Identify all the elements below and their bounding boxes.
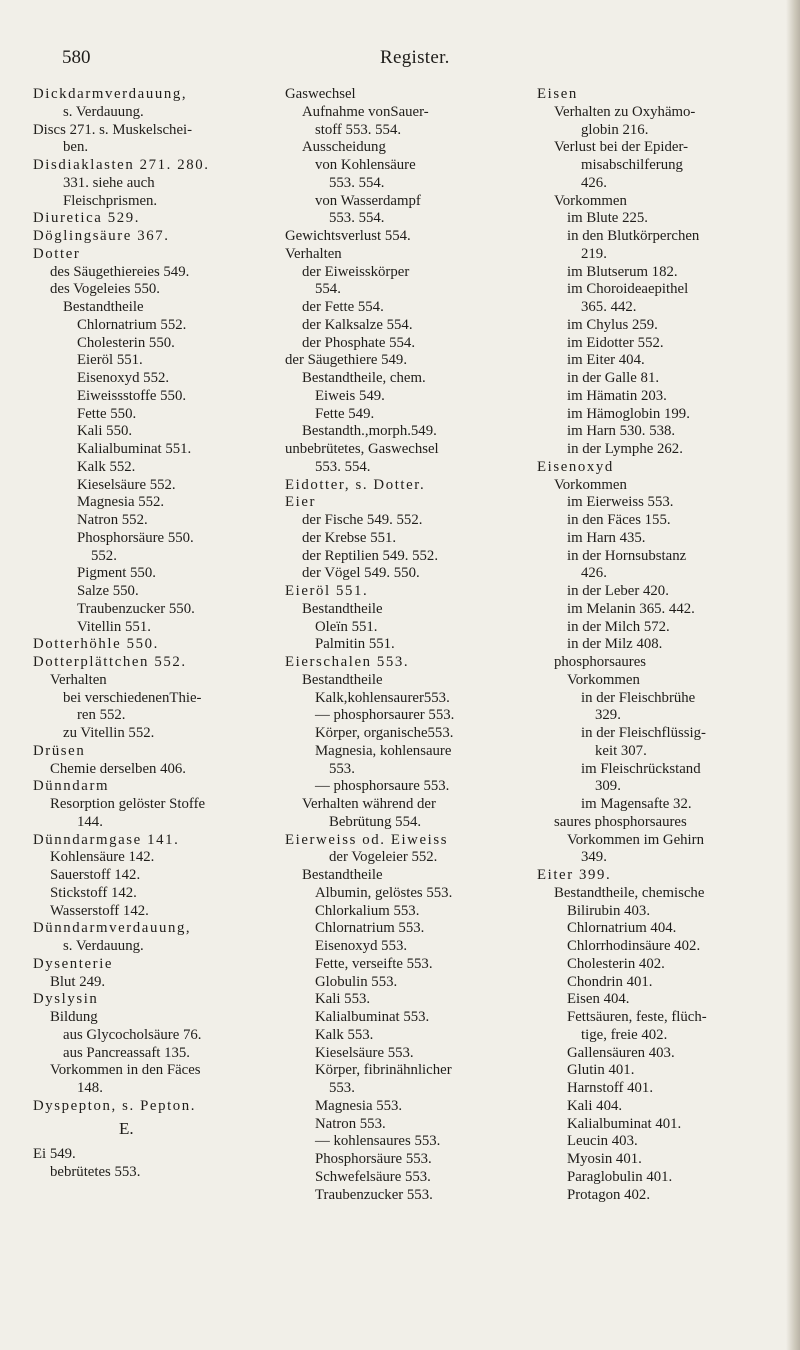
index-subentry: der Kalksalze 554. xyxy=(302,316,413,333)
index-subentry: Kali 550. xyxy=(77,423,133,440)
index-subentry: der Eiweisskörper xyxy=(302,263,410,280)
index-headword: Eiter 399. xyxy=(537,867,612,883)
index-headword: Disdiaklasten 271. 280. xyxy=(33,157,210,173)
index-subentry: Chondrin 401. xyxy=(567,973,653,990)
index-subentry: Natron 552. xyxy=(77,512,148,528)
index-subentry: Vorkommen xyxy=(567,671,640,688)
index-subentry: phosphorsaures xyxy=(554,654,647,670)
index-subentry: im Blute 225. xyxy=(567,210,648,227)
index-subentry: Vitellin 551. xyxy=(77,618,151,635)
index-subentry: Kalk 552. xyxy=(77,458,136,475)
index-subentry: Wasserstoff 142. xyxy=(50,902,149,919)
index-subentry: in den Blutkörperchen xyxy=(567,228,700,244)
index-subentry: 331. siehe auch xyxy=(63,174,155,191)
index-headword: Dyslysin xyxy=(33,991,99,1008)
index-subentry: der Krebse 551. xyxy=(302,529,397,546)
running-head: Register. xyxy=(380,47,450,68)
index-subentry: Bestandth.,morph.549. xyxy=(302,423,437,440)
index-headword: Dünndarmverdauung, xyxy=(33,920,192,937)
index-subentry: 553. 554. xyxy=(329,174,385,191)
index-subentry: Fette 549. xyxy=(315,405,375,422)
index-headword: Eier xyxy=(285,494,317,511)
index-subentry: des Vogeleies 550. xyxy=(50,281,161,298)
index-subentry: 349. xyxy=(581,849,607,866)
index-headword: Döglingsäure 367. xyxy=(33,228,170,244)
index-subentry: im Choroideaepithel xyxy=(567,281,689,298)
index-subentry: Pigment 550. xyxy=(77,565,156,582)
index-subentry: im Hämatin 203. xyxy=(567,387,667,404)
index-subentry: Cholesterin 550. xyxy=(77,334,175,351)
index-headword: Eierweiss od. Eiweiss xyxy=(285,831,449,848)
index-subentry: aus Glycocholsäure 76. xyxy=(63,1026,202,1043)
index-headword: Gaswechsel xyxy=(285,86,356,102)
index-subentry: Bestandtheile, chem. xyxy=(302,370,426,386)
index-headword: Dickdarmverdauung, xyxy=(33,86,188,102)
index-subentry: aus Pancreassaft 135. xyxy=(63,1044,190,1061)
page-number: 580 xyxy=(62,47,91,68)
index-headword: Eidotter, s. Dotter. xyxy=(285,476,426,493)
index-subentry: Eisenoxyd 553. xyxy=(315,938,408,954)
index-headword: Gewichtsverlust 554. xyxy=(285,228,411,244)
index-subentry: der Vogeleier 552. xyxy=(329,849,438,866)
index-subentry: 365. 442. xyxy=(581,299,637,315)
index-subentry: Myosin 401. xyxy=(567,1151,642,1167)
index-subentry: Kalk 553. xyxy=(315,1026,374,1043)
index-subentry: Fettsäuren, feste, flüch- xyxy=(567,1009,707,1025)
index-subentry: Fette, verseifte 553. xyxy=(315,955,433,972)
index-subentry: Eisen 404. xyxy=(567,991,630,1008)
index-headword: Dyspepton, s. Pepton. xyxy=(33,1097,197,1114)
index-subentry: keit 307. xyxy=(595,742,647,759)
index-subentry: Protagon 402. xyxy=(567,1186,651,1203)
index-headword: Dünndarmgase 141. xyxy=(33,831,180,848)
index-headword: Drüsen xyxy=(33,742,86,759)
index-subentry: Chemie derselben 406. xyxy=(50,760,187,777)
index-subentry: in der Milch 572. xyxy=(567,618,670,635)
index-subentry: — phosphorsaurer 553. xyxy=(315,707,455,724)
index-subentry: ren 552. xyxy=(77,707,126,724)
index-subentry: Traubenzucker 550. xyxy=(77,600,195,617)
index-subentry: in den Fäces 155. xyxy=(567,512,671,528)
index-subentry: im Hämoglobin 199. xyxy=(567,405,690,422)
index-subentry: in der Leber 420. xyxy=(567,583,669,599)
index-subentry: — phosphorsaure 553. xyxy=(315,778,450,795)
index-subentry: Verlust bei der Epider- xyxy=(554,139,689,156)
index-subentry: im Blutserum 182. xyxy=(567,263,678,280)
index-subentry: Palmitin 551. xyxy=(315,636,395,653)
index-headword: Discs 271. s. Muskelschei- xyxy=(33,121,193,138)
index-subentry: der Vögel 549. 550. xyxy=(302,565,420,582)
index-subentry: des Säugethiereies 549. xyxy=(50,263,190,280)
index-subentry: 554. xyxy=(315,281,341,298)
index-subentry: Fleischprismen. xyxy=(63,192,158,209)
index-subentry: Ausscheidung xyxy=(302,139,386,156)
index-subentry: in der Milz 408. xyxy=(567,636,663,653)
index-subentry: Traubenzucker 553. xyxy=(315,1186,433,1203)
index-subentry: Bilirubin 403. xyxy=(567,902,651,919)
index-subentry: ben. xyxy=(63,139,89,156)
index-subentry: 148. xyxy=(77,1080,103,1096)
index-subentry: im Eidotter 552. xyxy=(567,334,664,351)
index-subentry: bei verschiedenenThie- xyxy=(63,689,202,706)
index-subentry: im Harn 435. xyxy=(567,529,646,546)
index-subentry: misabschilferung xyxy=(581,157,683,173)
index-column-2 xyxy=(285,86,533,1204)
index-subentry: von Wasserdampf xyxy=(315,192,421,209)
index-subentry: im Eiter 404. xyxy=(567,352,645,369)
index-subentry: Kieselsäure 553. xyxy=(315,1044,414,1061)
index-headword: Ei 549. xyxy=(33,1146,76,1163)
index-subentry: Natron 553. xyxy=(315,1115,386,1132)
index-subentry: globin 216. xyxy=(581,121,649,138)
index-subentry: Bebrütung 554. xyxy=(329,813,422,830)
index-subentry: Globulin 553. xyxy=(315,973,398,990)
index-subentry: Kalialbuminat 551. xyxy=(77,441,192,457)
index-subentry: Eisenoxyd 552. xyxy=(77,370,170,386)
index-subentry: Bestandtheile xyxy=(302,867,383,883)
index-subentry: Oleïn 551. xyxy=(315,618,378,635)
index-headword: Verhalten xyxy=(285,245,342,262)
index-headword: Dotterhöhle 550. xyxy=(33,636,159,653)
index-subentry: 309. xyxy=(595,778,621,795)
index-subentry: saures phosphorsaures xyxy=(554,813,687,830)
index-subentry: tige, freie 402. xyxy=(581,1026,668,1043)
index-subentry: stoff 553. 554. xyxy=(315,121,402,138)
index-subentry: Schwefelsäure 553. xyxy=(315,1168,431,1185)
index-subentry: in der Galle 81. xyxy=(567,370,660,386)
index-subentry: im Eierweiss 553. xyxy=(567,494,674,511)
index-subentry: der Phosphate 554. xyxy=(302,334,416,351)
index-subentry: s. Verdauung. xyxy=(63,938,144,954)
index-subentry: 553. 554. xyxy=(329,210,385,227)
index-subentry: Albumin, gelöstes 553. xyxy=(315,884,453,901)
index-subentry: 426. xyxy=(581,565,607,582)
index-subentry: Vorkommen xyxy=(554,192,627,209)
index-headword: Eisen xyxy=(537,86,578,102)
index-headword: Dysenterie xyxy=(33,955,114,972)
index-subentry: s. Verdauung. xyxy=(63,103,144,120)
index-subentry: Eieröl 551. xyxy=(77,352,143,369)
index-headword: Dotter xyxy=(33,245,81,262)
index-subentry: Kalialbuminat 401. xyxy=(567,1115,682,1132)
index-subentry: in der Hornsubstanz xyxy=(567,547,687,564)
index-subentry: Eiweissstoffe 550. xyxy=(77,387,187,404)
index-subentry: Eiweis 549. xyxy=(315,387,385,404)
index-subentry: im Harn 530. 538. xyxy=(567,423,676,440)
index-subentry: Phosphorsäure 550. xyxy=(77,529,194,546)
index-subentry: 553. 554. xyxy=(315,458,371,475)
index-subentry: Harnstoff 401. xyxy=(567,1080,654,1096)
index-subentry: Magnesia 552. xyxy=(77,494,165,511)
index-subentry: 219. xyxy=(581,245,607,262)
index-subentry: Glutin 401. xyxy=(567,1062,635,1079)
index-headword: Eisenoxyd xyxy=(537,458,614,475)
index-subentry: — kohlensaures 553. xyxy=(315,1133,441,1150)
index-subentry: Verhalten zu Oxyhämo- xyxy=(554,103,696,120)
index-subentry: Körper, organische553. xyxy=(315,725,454,741)
index-subentry: Verhalten während der xyxy=(302,796,436,812)
index-subentry: Kalk,kohlensaurer553. xyxy=(315,689,450,706)
index-subentry: der Fische 549. 552. xyxy=(302,512,423,528)
index-subentry: Körper, fibrinähnlicher xyxy=(315,1062,452,1079)
index-subentry: von Kohlensäure xyxy=(315,157,416,173)
index-subentry: Aufnahme vonSauer- xyxy=(302,103,429,120)
index-subentry: Bestandtheile xyxy=(302,671,383,688)
index-subentry: 552. xyxy=(91,547,117,564)
index-subentry: Fette 550. xyxy=(77,405,137,422)
index-subentry: Vorkommen in den Fäces xyxy=(50,1062,201,1079)
index-subentry: Kieselsäure 552. xyxy=(77,476,176,493)
index-subentry: Kohlensäure 142. xyxy=(50,849,155,866)
index-subentry: 553. xyxy=(329,760,355,777)
index-subentry: Kalialbuminat 553. xyxy=(315,1009,430,1025)
index-column-1 xyxy=(33,86,273,1182)
index-subentry: Gallensäuren 403. xyxy=(567,1044,675,1061)
index-subentry: im Chylus 259. xyxy=(567,316,658,333)
index-subentry: Stickstoff 142. xyxy=(50,884,137,901)
index-subentry: im Magensafte 32. xyxy=(581,796,692,812)
index-subentry: 329. xyxy=(595,707,621,724)
index-subentry: in der Fleischflüssig- xyxy=(581,725,706,741)
index-subentry: Chlornatrium 404. xyxy=(567,920,677,937)
index-headword: Eierschalen 553. xyxy=(285,654,410,670)
index-subentry: Resorption gelöster Stoffe xyxy=(50,796,206,812)
index-subentry: Salze 550. xyxy=(77,583,139,599)
index-headword: Eieröl 551. xyxy=(285,583,369,599)
index-headword: Dünndarm xyxy=(33,778,110,795)
index-subentry: Phosphorsäure 553. xyxy=(315,1151,432,1167)
index-headword: unbebrütetes, Gaswechsel xyxy=(285,441,439,457)
index-subentry: Blut 249. xyxy=(50,973,106,990)
index-subentry: Leucin 403. xyxy=(567,1133,638,1150)
index-subentry: Vorkommen im Gehirn xyxy=(567,831,704,848)
page-edge xyxy=(786,0,800,1350)
index-subentry: Chlornatrium 552. xyxy=(77,316,187,333)
index-subentry: in der Lymphe 262. xyxy=(567,441,683,457)
index-subentry: Chlorrhodinsäure 402. xyxy=(567,938,701,954)
index-headword: Diuretica 529. xyxy=(33,210,141,227)
index-column-3 xyxy=(537,86,782,1204)
index-subentry: Bestandtheile xyxy=(302,600,383,617)
index-subentry: im Fleischrückstand xyxy=(581,760,701,777)
index-subentry: 553. xyxy=(329,1080,355,1096)
index-subentry: Magnesia, kohlensaure xyxy=(315,742,452,759)
index-subentry: Paraglobulin 401. xyxy=(567,1168,673,1185)
index-subentry: Magnesia 553. xyxy=(315,1097,403,1114)
section-letter: E. xyxy=(119,1118,134,1138)
index-subentry: bebrütetes 553. xyxy=(50,1164,141,1180)
index-subentry: im Melanin 365. 442. xyxy=(567,600,695,617)
index-subentry: Kali 553. xyxy=(315,991,371,1008)
index-subentry: der Reptilien 549. 552. xyxy=(302,547,439,564)
index-subentry: Bestandtheile, chemische xyxy=(554,884,705,901)
index-subentry: Kali 404. xyxy=(567,1097,623,1114)
index-subentry: Bildung xyxy=(50,1009,98,1025)
index-subentry: 426. xyxy=(581,174,607,191)
index-headword: der Säugethiere 549. xyxy=(285,352,408,369)
index-subentry: Bestandtheile xyxy=(63,299,144,315)
index-subentry: zu Vitellin 552. xyxy=(63,725,155,741)
index-subentry: Verhalten xyxy=(50,671,107,688)
index-subentry: Chlornatrium 553. xyxy=(315,920,425,937)
index-subentry: Cholesterin 402. xyxy=(567,955,665,972)
index-subentry: Vorkommen xyxy=(554,476,627,493)
index-subentry: Chlorkalium 553. xyxy=(315,902,420,919)
index-subentry: in der Fleischbrühe xyxy=(581,689,696,706)
index-subentry: Sauerstoff 142. xyxy=(50,867,141,883)
index-subentry: der Fette 554. xyxy=(302,299,384,315)
index-subentry: 144. xyxy=(77,813,103,830)
index-headword: Dotterplättchen 552. xyxy=(33,654,187,670)
